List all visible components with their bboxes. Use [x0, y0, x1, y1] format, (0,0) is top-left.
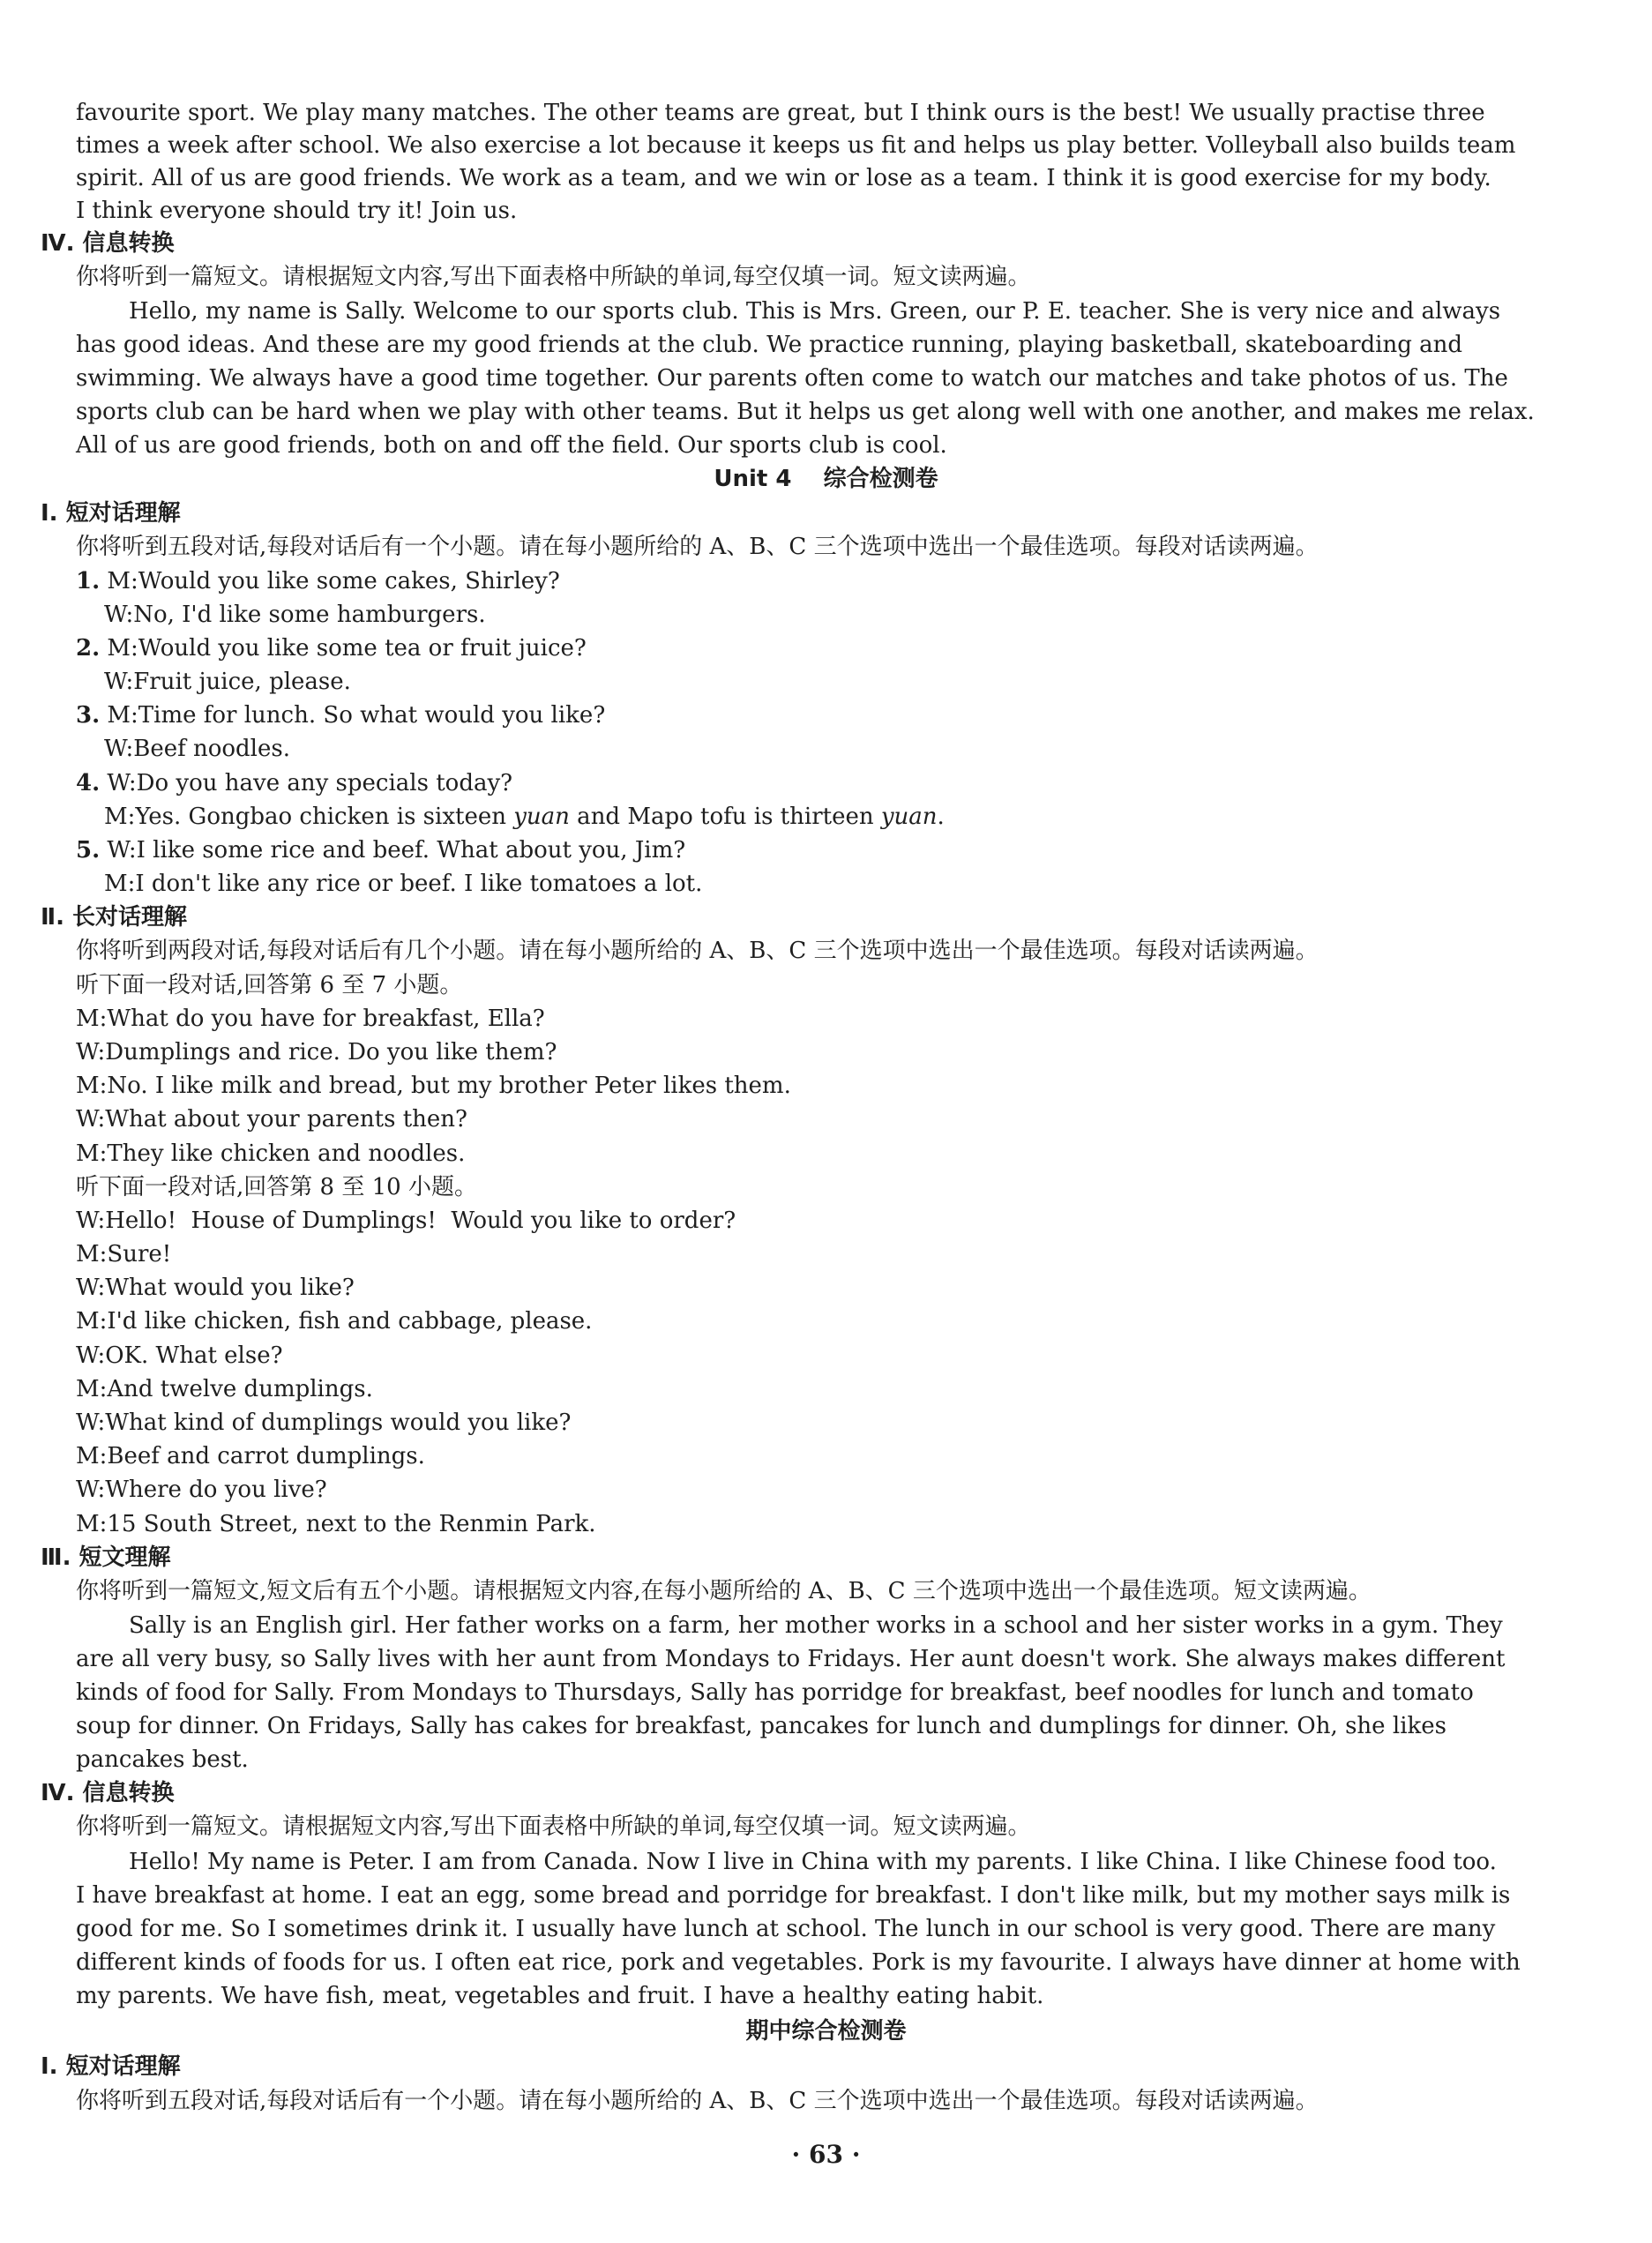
section-instruction: 你将听到一篇短文。请根据短文内容,写出下面表格中所缺的单词,每空仅填一词。短文读两遍。 — [76, 264, 1031, 290]
passage-line: Hello, my name is Sally. Welcome to our sports club. This is Mrs. Green, our P. E. teacher. She is very nice and always — [129, 298, 1501, 325]
item-number: 1. — [76, 568, 101, 594]
dialogue-line: M:No. I like milk and bread, but my brother Peter likes them. — [76, 1073, 791, 1099]
dialogue-line: M:Would you like some cakes, Shirley? — [107, 568, 560, 594]
passage-line: I have breakfast at home. I eat an egg, some bread and porridge for breakfast. I don't like milk, but my mother says milk is — [76, 1882, 1511, 1909]
currency-word: yuan — [880, 804, 938, 830]
dialogue-line: M:And twelve dumplings. — [76, 1376, 373, 1402]
item-number: 5. — [76, 837, 101, 864]
dialogue-line: W:I like some rice and beef. What about you, Jim? — [107, 837, 686, 864]
passage-line: Sally is an English girl. Her father works on a farm, her mother works in a school and her sister works in a gym. They — [129, 1612, 1503, 1639]
dialogue-line: M:Sure! — [76, 1241, 172, 1267]
item-number: 3. — [76, 702, 101, 729]
section-heading: Ⅳ. 信息转换 — [41, 230, 175, 257]
section-instruction: 你将听到五段对话,每段对话后有一个小题。请在每小题所给的 A、B、C 三个选项中选出一个最佳选项。每段对话读两遍。 — [76, 534, 1319, 560]
dialogue-line: W:Where do you live? — [76, 1477, 327, 1503]
dialogue-line: W:Hello! House of Dumplings! Would you like to order? — [76, 1207, 736, 1234]
dialogue-line: W:Beef noodles. — [104, 736, 290, 762]
dialogue-line: W:No, I'd like some hamburgers. — [104, 602, 486, 628]
section-heading: Ⅱ. 长对话理解 — [41, 904, 188, 931]
section-heading: Ⅳ. 信息转换 — [41, 1780, 175, 1806]
item-number: 2. — [76, 635, 101, 662]
dialogue-line: M:15 South Street, next to the Renmin Park. — [76, 1511, 596, 1537]
passage-line: pancakes best. — [76, 1746, 249, 1773]
passage-line: good for me. So I sometimes drink it. I usually have lunch at school. The lunch in our school is very good. There are many — [76, 1916, 1496, 1942]
exam-title: 期中综合检测卷 — [745, 2018, 907, 2045]
dialogue-line: W:What about your parents then? — [76, 1106, 467, 1133]
dialogue-line: M:I'd like chicken, fish and cabbage, please. — [76, 1308, 593, 1335]
passage-line: kinds of food for Sally. From Mondays to Thursdays, Sally has porridge for breakfast, beef noodles for lunch and tomato — [76, 1679, 1474, 1706]
section-instruction: 你将听到两段对话,每段对话后有几个小题。请在每小题所给的 A、B、C 三个选项中选出一个最佳选项。每段对话读两遍。 — [76, 938, 1319, 964]
item-number: 4. — [76, 770, 101, 796]
dialogue-line: M:Beef and carrot dumplings. — [76, 1443, 425, 1469]
dialogue-line: 听下面一段对话,回答第 6 至 7 小题。 — [76, 972, 463, 998]
passage-line: spirit. All of us are good friends. We work as a team, and we win or lose as a team. I think it is good exercise for my body. — [76, 165, 1491, 191]
dialogue-line: W:Fruit juice, please. — [104, 669, 351, 695]
passage-line: All of us are good friends, both on and off the field. Our sports club is cool. — [76, 432, 947, 459]
section-instruction: 你将听到一篇短文,短文后有五个小题。请根据短文内容,在每小题所给的 A、B、C 三个选项中选出一个最佳选项。短文读两遍。 — [76, 1578, 1372, 1604]
passage-line: different kinds of foods for us. I often eat rice, pork and vegetables. Pork is my favourite. I always have dinner at home with — [76, 1949, 1521, 1976]
passage-line: times a week after school. We also exercise a lot because it keeps us fit and helps us play better. Volleyball also builds team — [76, 132, 1516, 159]
passage-line: Hello! My name is Peter. I am from Canada. Now I live in China with my parents. I like China. I like Chinese food too. — [129, 1849, 1497, 1875]
dialogue-line: M:What do you have for breakfast, Ella? — [76, 1006, 545, 1032]
dialogue-line: M:Would you like some tea or fruit juice? — [107, 635, 587, 662]
passage-line: I think everyone should try it! Join us. — [76, 198, 518, 224]
passage-line: sports club can be hard when we play with other teams. But it helps us get along well with one another, and makes me relax. — [76, 399, 1535, 425]
dialogue-line: W:Do you have any specials today? — [107, 770, 513, 796]
unit-title: Unit 4 综合检测卷 — [714, 466, 938, 492]
dialogue-line: M:They like chicken and noodles. — [76, 1140, 466, 1167]
section-heading: Ⅲ. 短文理解 — [41, 1544, 171, 1571]
dialogue-line: M:Time for lunch. So what would you like? — [107, 702, 606, 729]
dialogue-line: M:Yes. Gongbao chicken is sixteen yuan and Mapo tofu is thirteen yuan. — [104, 804, 945, 830]
section-instruction: 你将听到一篇短文。请根据短文内容,写出下面表格中所缺的单词,每空仅填一词。短文读两遍。 — [76, 1813, 1031, 1840]
dialogue-line: W:Dumplings and rice. Do you like them? — [76, 1039, 557, 1065]
passage-line: favourite sport. We play many matches. The other teams are great, but I think ours is the best! We usually practise three — [76, 100, 1485, 126]
passage-line: soup for dinner. On Fridays, Sally has cakes for breakfast, pancakes for lunch and dumplings for dinner. Oh, she likes — [76, 1713, 1446, 1739]
section-heading: Ⅰ. 短对话理解 — [41, 2053, 181, 2080]
passage-line: are all very busy, so Sally lives with her aunt from Mondays to Fridays. Her aunt doesn't work. She always makes different — [76, 1646, 1506, 1672]
dialogue-line: W:What kind of dumplings would you like? — [76, 1409, 572, 1436]
passage-line: has good ideas. And these are my good friends at the club. We practice running, playing basketball, skateboarding and — [76, 332, 1463, 358]
passage-line: my parents. We have fish, meat, vegetables and fruit. I have a healthy eating habit. — [76, 1983, 1044, 2009]
dialogue-line: W:What would you like? — [76, 1275, 355, 1301]
section-instruction: 你将听到五段对话,每段对话后有一个小题。请在每小题所给的 A、B、C 三个选项中选出一个最佳选项。每段对话读两遍。 — [76, 2088, 1319, 2114]
currency-word: yuan — [513, 804, 570, 830]
page-number: · 63 · — [791, 2140, 861, 2169]
dialogue-line: 听下面一段对话,回答第 8 至 10 小题。 — [76, 1174, 477, 1200]
passage-line: swimming. We always have a good time together. Our parents often come to watch our matches and take photos of us. The — [76, 365, 1508, 392]
dialogue-line: W:OK. What else? — [76, 1342, 283, 1369]
dialogue-line: M:I don't like any rice or beef. I like tomatoes a lot. — [104, 871, 703, 897]
section-heading: Ⅰ. 短对话理解 — [41, 500, 181, 527]
